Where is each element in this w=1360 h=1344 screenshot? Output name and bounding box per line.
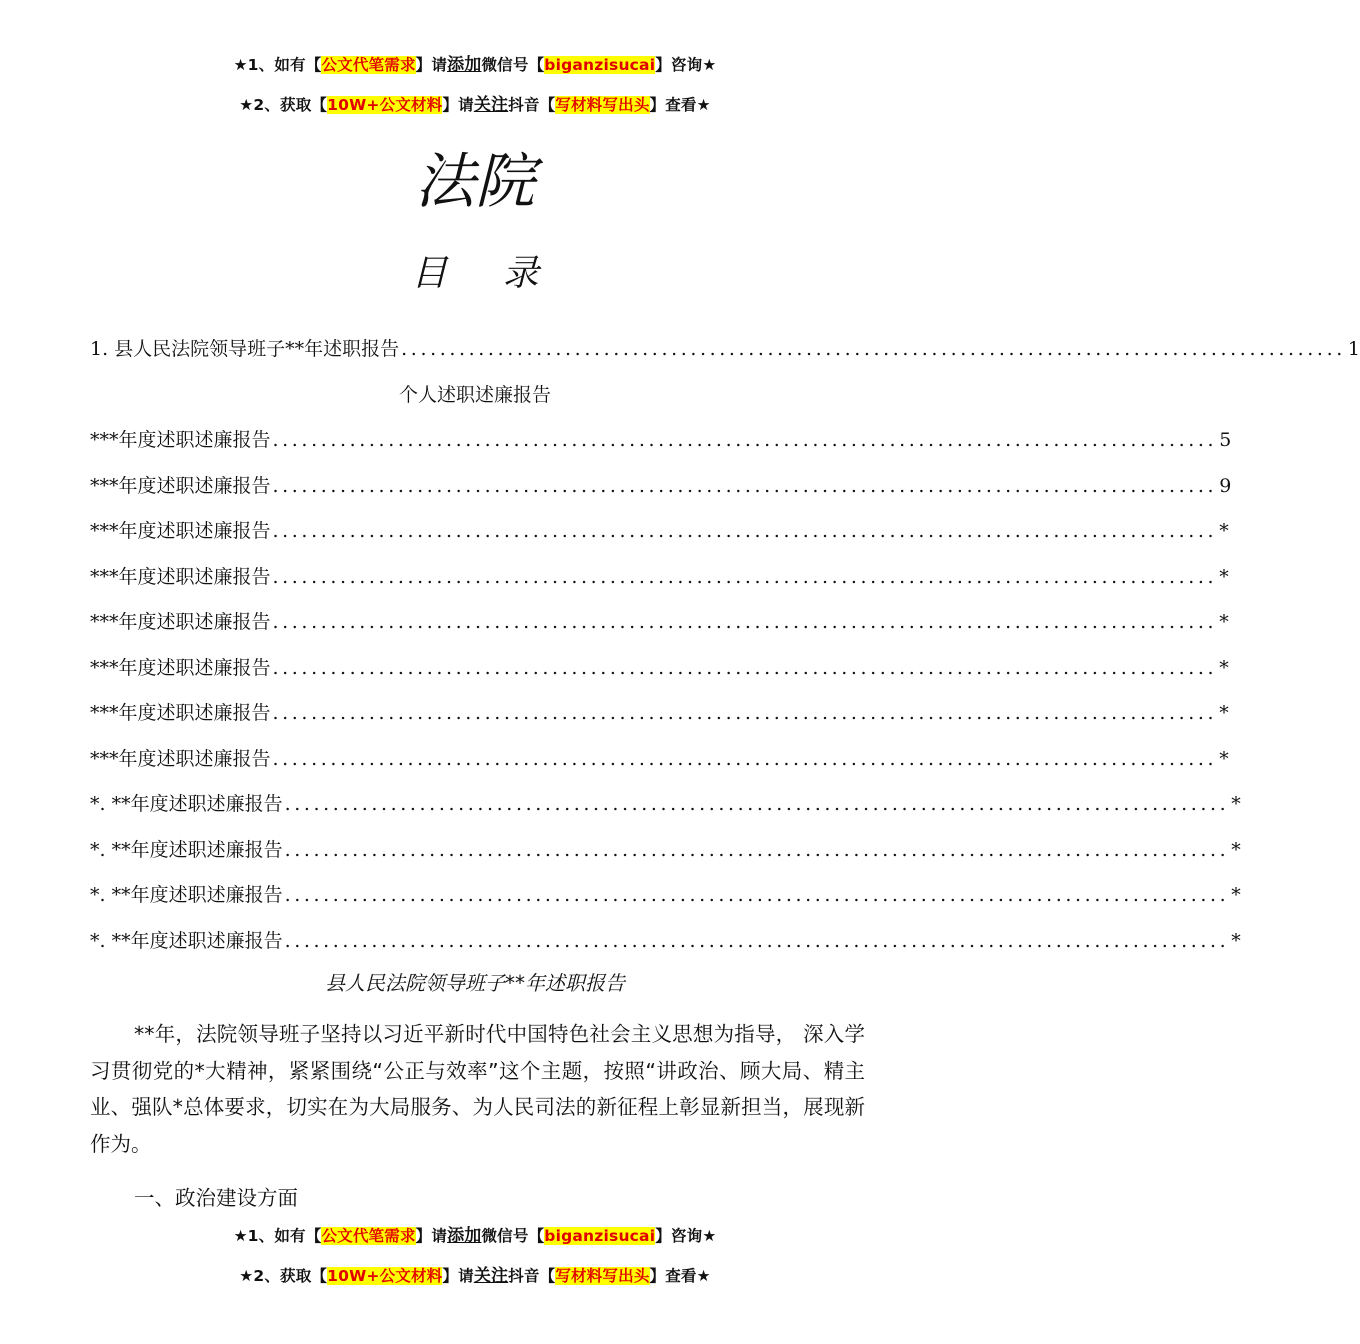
toc-entry[interactable] [90,471,1232,501]
top-banner-line-1 [0,50,950,75]
banner-text: 】请 [415,56,448,74]
toc-entry-page: 9 [1219,474,1232,497]
bottom-banner-line-1 [0,1221,950,1246]
banner-underline-add: 添加 [447,1226,482,1246]
report-title: 县人民法院领导班子**年述职报告 [325,971,625,995]
banner-text: 】咨询★ [655,56,717,74]
toc-entry-label: ***年度述职述廉报告 [90,611,271,633]
toc-entry[interactable] [90,698,1229,728]
toc-entry-page: * [1231,884,1241,906]
banner-text: 微信号【 [481,56,545,74]
banner-highlight-douyin: 写材料写出头 [555,1267,650,1285]
toc-entry-label: ***年度述职述廉报告 [90,429,271,451]
toc-leader-dots: .................................................................................................. [284,884,1230,906]
toc-leader-dots: .................................................................................................. [272,474,1218,497]
banner-text: 抖音【 [508,96,556,114]
banner-text: ★1、如有【 [233,56,322,74]
banner-text: 】请 [442,1267,474,1285]
toc-leader-dots: .................................................................................................. [284,793,1230,815]
toc-leader-dots: .................................................................................................. [272,565,1218,588]
toc-leader-dots: .................................................................................................. [401,338,1346,360]
toc-entry-label: *. **年度述职述廉报告 [90,793,283,815]
toc-entry-first[interactable] [90,334,1360,364]
banner-highlight-wechat-id: biganzisucai [544,56,656,74]
body-paragraph: **年，法院领导班子坚持以习近平新时代中国特色社会主义思想为指导， 深入学习贯彻党的*大精神，紧紧围绕“公正与效率”这个主题，按照“讲政治、顾大局、精主业、强队*总体要求，切实在为大局服务、为人民司法的新征程上彰显新担当，展现新作为。 [90,1022,865,1156]
toc-leader-dots: .................................................................................................. [284,929,1230,952]
toc-leader-dots: .................................................................................................. [272,520,1218,542]
toc-leader-dots: .................................................................................................. [272,656,1218,679]
toc-entry[interactable] [90,926,1241,956]
banner-text: ★2、获取【 [239,1267,328,1285]
toc-entry-page: * [1231,793,1241,815]
banner-highlight-douyin: 写材料写出头 [555,96,650,114]
toc-entry-page: * [1231,838,1241,861]
toc-entry[interactable] [90,562,1229,592]
banner-highlight-wechat-id: biganzisucai [544,1227,656,1245]
banner-text: 】查看★ [649,96,711,114]
banner-text: 抖音【 [508,1267,556,1285]
toc-entry-page: * [1219,702,1229,724]
banner-highlight-materials: 10W+公文材料 [327,96,443,114]
toc-entry[interactable] [90,653,1229,683]
toc-entry-page: * [1231,929,1241,952]
toc-entry-label: *. **年度述职述廉报告 [90,838,283,861]
toc-entry-page: 5 [1219,429,1232,451]
toc-entry-label: 1. 县人民法院领导班子**年述职报告 [90,338,400,360]
banner-text: ★1、如有【 [233,1227,322,1245]
banner-underline-follow: 关注 [473,95,509,115]
toc-entry[interactable] [90,516,1229,546]
top-banner-line-2 [0,90,950,115]
banner-text: ★2、获取【 [239,96,328,114]
toc-entry-label: ***年度述职述廉报告 [90,565,271,588]
toc-heading: 目 录 [411,253,561,294]
toc-entry[interactable] [90,789,1241,819]
toc-leader-dots: .................................................................................................. [272,747,1218,770]
banner-highlight-service: 公文代笔需求 [321,1227,416,1245]
banner-text: 】请 [415,1227,448,1245]
document-title: 法院 [415,147,535,217]
toc-entry[interactable] [90,425,1232,455]
bottom-banner-line-2 [0,1261,950,1286]
banner-text: 】查看★ [649,1267,711,1285]
toc-leader-dots: .................................................................................................. [272,429,1218,451]
toc-entry[interactable] [90,880,1241,910]
toc-entry-page: * [1219,611,1229,633]
toc-entry-page: * [1219,747,1229,770]
toc-entry-page: * [1219,520,1229,542]
banner-text: 】咨询★ [655,1227,717,1245]
toc-entry-label: *. **年度述职述廉报告 [90,884,283,906]
banner-text: 微信号【 [481,1227,545,1245]
toc-entry[interactable] [90,744,1229,774]
banner-underline-follow: 关注 [473,1266,509,1286]
toc-entry-label: *. **年度述职述廉报告 [90,929,283,952]
toc-entry-label: ***年度述职述廉报告 [90,474,271,497]
toc-entry-label: ***年度述职述廉报告 [90,702,271,724]
toc-entry[interactable] [90,607,1229,637]
toc-entry-label: ***年度述职述廉报告 [90,656,271,679]
banner-highlight-service: 公文代笔需求 [321,56,416,74]
toc-leader-dots: .................................................................................................. [284,838,1230,861]
banner-underline-add: 添加 [447,55,482,75]
banner-highlight-materials: 10W+公文材料 [327,1267,443,1285]
toc-entry-page: 1 [1347,338,1360,360]
toc-entry[interactable] [90,835,1241,865]
toc-entry-label: ***年度述职述廉报告 [90,747,271,770]
toc-section-heading: 个人述职述廉报告 [398,384,551,406]
toc-entry-label: ***年度述职述廉报告 [90,520,271,542]
banner-text: 】请 [442,96,474,114]
toc-entry-page: * [1219,565,1229,588]
toc-entry-page: * [1219,656,1229,679]
toc-leader-dots: .................................................................................................. [272,611,1218,633]
section-heading: 一、政治建设方面 [134,1186,298,1210]
toc-leader-dots: .................................................................................................. [272,702,1218,724]
